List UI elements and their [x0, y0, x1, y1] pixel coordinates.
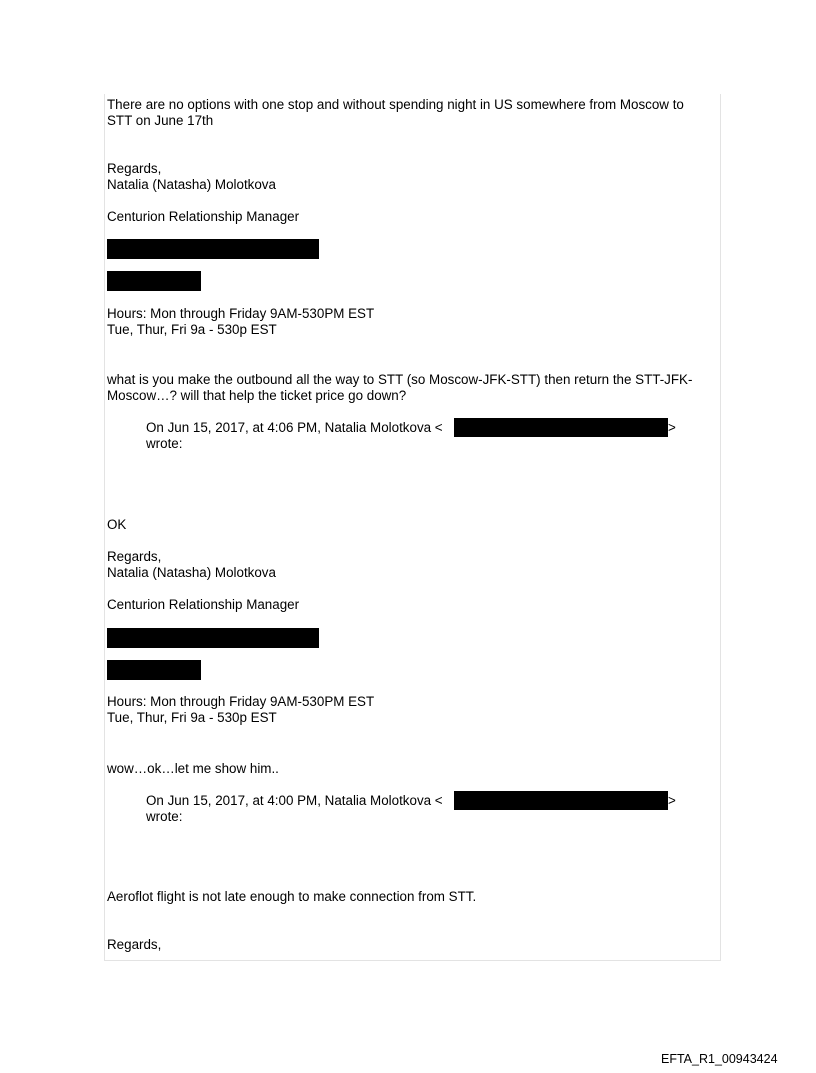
message-3-hours-line-2: Tue, Thur, Fri 9a - 530p EST: [107, 710, 277, 725]
message-4-quote-header: On Jun 15, 2017, at 4:00 PM, Natalia Molotkova <: [146, 793, 443, 808]
message-1-regards: Regards,: [107, 161, 162, 176]
redaction-bar: [107, 628, 319, 648]
message-2-quote-wrote: wrote:: [146, 436, 183, 451]
message-4-quote-wrote: wrote:: [146, 809, 183, 824]
message-5-regards: Regards,: [107, 937, 162, 952]
message-3-regards: Regards,: [107, 549, 162, 564]
redaction-bar: [107, 239, 319, 259]
message-4-body-line-1: wow…ok…let me show him..: [107, 761, 279, 776]
message-1-signature-name: Natalia (Natasha) Molotkova: [107, 177, 276, 192]
message-1-body-line-1: There are no options with one stop and without spending night in US somewhere from Moscow to: [107, 97, 684, 112]
redaction-bar: [107, 271, 201, 291]
document-id: EFTA_R1_00943424: [661, 1052, 778, 1066]
redaction-bar: [454, 791, 668, 810]
message-1-hours-line-1: Hours: Mon through Friday 9AM-530PM EST: [107, 306, 375, 321]
redaction-bar: [454, 418, 668, 437]
message-1-hours-line-2: Tue, Thur, Fri 9a - 530p EST: [107, 322, 277, 337]
message-1-signature-title: Centurion Relationship Manager: [107, 209, 300, 224]
message-3-body-line-1: OK: [107, 517, 127, 532]
message-4-quote-header-close: >: [668, 793, 676, 808]
message-1-body-line-2: STT on June 17th: [107, 113, 214, 128]
message-3-signature-name: Natalia (Natasha) Molotkova: [107, 565, 276, 580]
message-2-body-line-1: what is you make the outbound all the way to STT (so Moscow-JFK-STT) then return the STT-JFK-: [107, 372, 693, 387]
message-2-quote-header-close: >: [668, 420, 676, 435]
redaction-bar: [107, 660, 201, 680]
message-3-signature-title: Centurion Relationship Manager: [107, 597, 300, 612]
message-2-quote-header: On Jun 15, 2017, at 4:06 PM, Natalia Molotkova <: [146, 420, 443, 435]
message-3-hours-line-1: Hours: Mon through Friday 9AM-530PM EST: [107, 694, 375, 709]
message-2-body-line-2: Moscow…? will that help the ticket price go down?: [107, 388, 407, 403]
message-5-body-line-1: Aeroflot flight is not late enough to make connection from STT.: [107, 889, 477, 904]
